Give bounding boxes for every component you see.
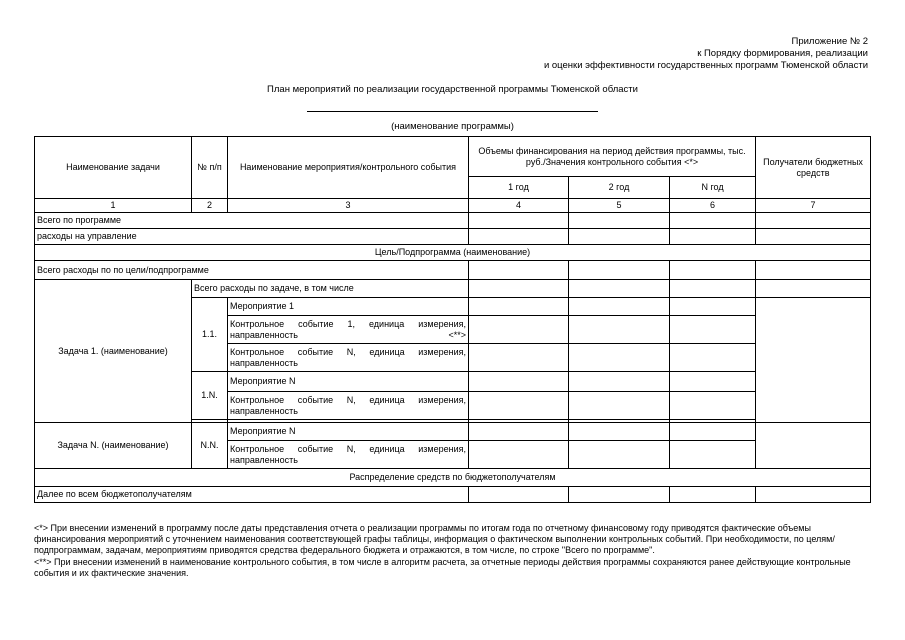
table-cell	[569, 316, 670, 344]
column-number: 4	[469, 199, 569, 213]
table-cell	[469, 423, 569, 441]
row-distribution: Распределение средств по бюджетополучателям	[35, 469, 871, 487]
table-cell	[469, 441, 569, 469]
header-task-name: Наименование задачи	[35, 137, 192, 199]
table-cell	[469, 261, 569, 280]
table-cell	[670, 261, 756, 280]
recipients-cell	[756, 298, 871, 423]
table-cell	[569, 372, 670, 392]
row-further-recipients: Далее по всем бюджетополучателям	[35, 487, 469, 503]
row-goal-subprogram: Цель/Подпрограмма (наименование)	[35, 245, 871, 261]
table-cell	[670, 298, 756, 316]
program-name-caption: (наименование программы)	[391, 121, 514, 132]
table-cell	[469, 280, 569, 298]
table-cell	[670, 372, 756, 392]
table-cell	[670, 316, 756, 344]
column-number: 5	[569, 199, 670, 213]
table-cell	[756, 280, 871, 298]
table-cell	[569, 229, 670, 245]
table-cell	[569, 441, 670, 469]
event-n: Мероприятие N	[228, 372, 469, 392]
column-number: 3	[228, 199, 469, 213]
column-number: 7	[756, 199, 871, 213]
row-total-goal: Всего расходы по по цели/подпрограмме	[35, 261, 469, 280]
column-number: 2	[192, 199, 228, 213]
row-total-program: Всего по программе	[35, 213, 469, 229]
table-cell	[670, 441, 756, 469]
header-year-2: 2 год	[569, 177, 670, 199]
number-1-n: 1.N.	[192, 372, 228, 420]
control-event-1: Контрольное событие 1, единица измерения, направленность <**>	[228, 316, 469, 344]
appendix-line-1: Приложение № 2	[791, 36, 868, 47]
table-cell	[569, 298, 670, 316]
footnotes	[34, 523, 870, 579]
table-cell	[469, 316, 569, 344]
table-cell	[569, 261, 670, 280]
table-cell	[670, 229, 756, 245]
appendix-line-2: к Порядку формирования, реализации	[697, 48, 868, 59]
table-cell	[569, 344, 670, 372]
table-cell	[469, 213, 569, 229]
header-recipients: Получатели бюджетных средств	[756, 137, 871, 199]
table-cell	[469, 298, 569, 316]
number-1-1: 1.1.	[192, 298, 228, 372]
control-event-n: Контрольное событие N, единица измерения, направленность	[228, 392, 469, 420]
table-cell	[469, 229, 569, 245]
plan-title: План мероприятий по реализации государственной программы Тюменской области	[267, 84, 638, 95]
header-event-name: Наименование мероприятия/контрольного события	[228, 137, 469, 199]
table-cell	[469, 392, 569, 420]
task-1-name: Задача 1. (наименование)	[35, 280, 192, 423]
table-cell	[469, 344, 569, 372]
event-1: Мероприятие 1	[228, 298, 469, 316]
table-cell	[569, 487, 670, 503]
table-cell	[756, 229, 871, 245]
header-number: № п/п	[192, 137, 228, 199]
table-cell	[569, 392, 670, 420]
column-number: 6	[670, 199, 756, 213]
task-n-name: Задача N. (наименование)	[35, 423, 192, 469]
appendix-line-3: и оценки эффективности государственных программ Тюменской области	[543, 60, 868, 71]
table-cell	[469, 487, 569, 503]
header-year-1: 1 год	[469, 177, 569, 199]
row-management-costs: расходы на управление	[35, 229, 469, 245]
table-cell	[756, 261, 871, 280]
number-n-n: N.N.	[192, 423, 228, 469]
footnote-2: <**> При внесении изменений в наименование контрольного события, в том числе в алгоритм расчета, за отчетные периоды действия программы сохраняются ранее действующие контрольные события и их фактические значения.	[34, 556, 851, 578]
table-cell	[756, 213, 871, 229]
table-cell	[569, 213, 670, 229]
row-task-total: Всего расходы по задаче, в том числе	[192, 280, 469, 298]
control-event-n: Контрольное событие N, единица измерения, направленность	[228, 441, 469, 469]
header-funding: Объемы финансирования на период действия программы, тыс. руб./Значения контрольного события <*>	[469, 137, 756, 177]
appendix-header	[544, 36, 868, 72]
recipients-cell	[756, 423, 871, 469]
table-cell	[670, 280, 756, 298]
activities-table	[34, 136, 871, 503]
table-cell	[469, 372, 569, 392]
column-number: 1	[35, 199, 192, 213]
program-name-underline	[307, 111, 598, 112]
event-n: Мероприятие N	[228, 423, 469, 441]
control-event-n: Контрольное событие N, единица измерения, направленность	[228, 344, 469, 372]
table-cell	[569, 423, 670, 441]
header-year-n: N год	[670, 177, 756, 199]
table-cell	[569, 280, 670, 298]
table-cell	[670, 423, 756, 441]
table-cell	[756, 487, 871, 503]
table-cell	[670, 344, 756, 372]
table-cell	[670, 487, 756, 503]
footnote-1: <*> При внесении изменений в программу после даты представления отчета о реализации программы по итогам года по отчетному финансовому году приводятся фактические объемы финансирования мероприятий с уточнением наименования соответствующей графы таблицы, информация о фактическом выполнении контрольных событий. При необходимости, по целям/подпрограммам, задачам, мероприятиям приводятся средства федерального бюджета и отражаются, в том числе, по строке "Всего по программе".	[34, 523, 835, 556]
table-cell	[670, 213, 756, 229]
table-cell	[670, 392, 756, 420]
